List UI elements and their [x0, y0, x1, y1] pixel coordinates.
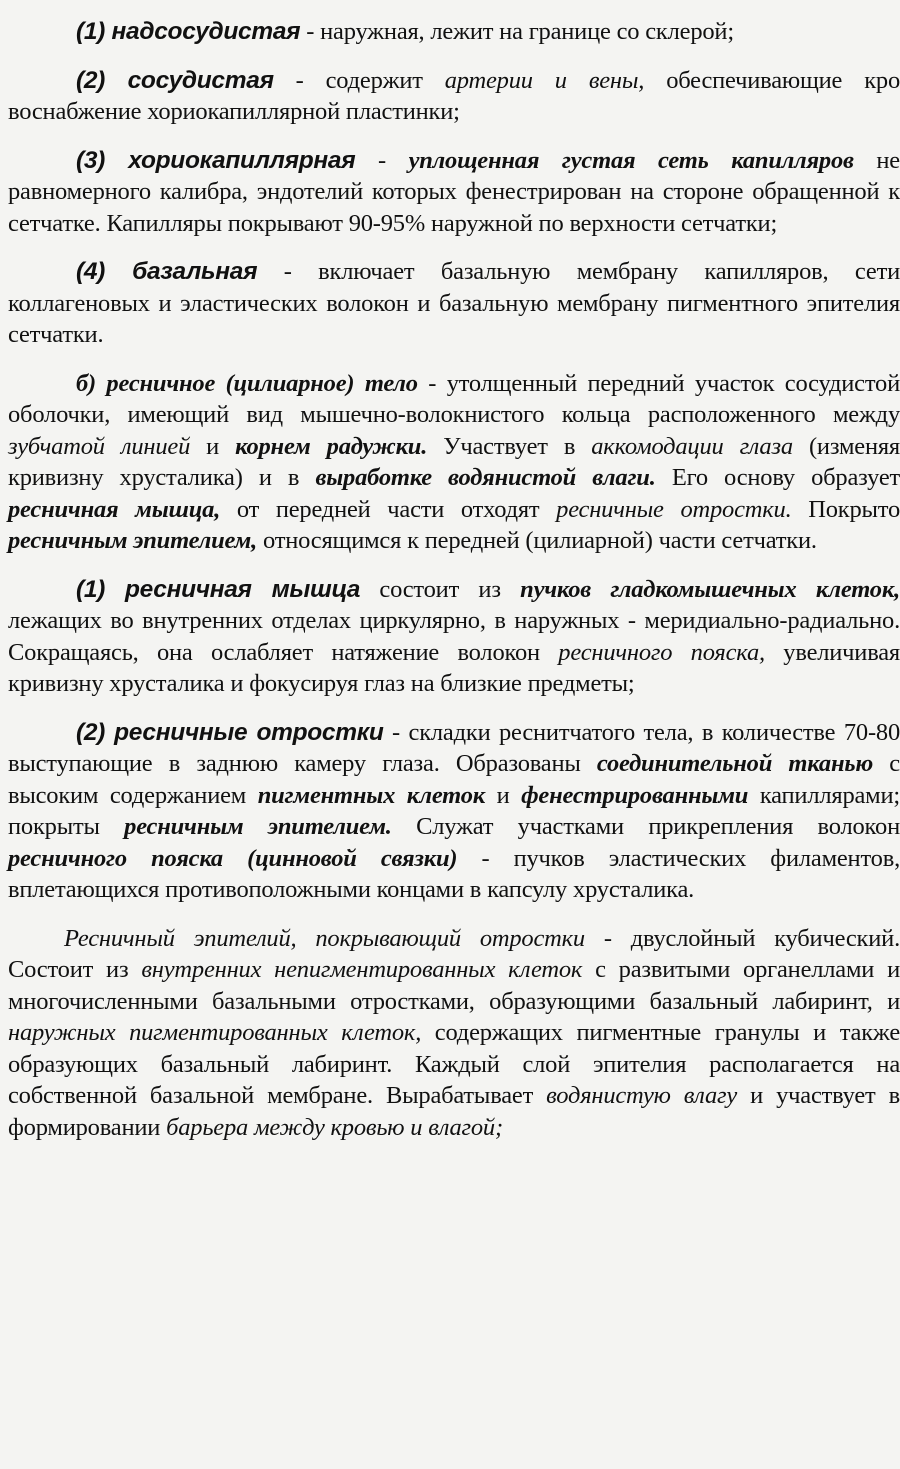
term-heading: (3) хориокапиллярная: [76, 146, 356, 174]
text-segment: и: [484, 781, 522, 809]
italic-term: ресничная мышца,: [8, 495, 221, 523]
paragraph-sosudistaya: [8, 65, 900, 128]
text-segment: относящимся к передней (цилиарной) части сетчатки.: [257, 527, 817, 554]
italic-term: ресничного пояска,: [558, 638, 765, 666]
text-segment: - пучков эластических филаментов, вплетающихся противоположными концами в капсулу хрусталика.: [8, 844, 900, 903]
text-segment: от передней части отходят: [220, 495, 557, 523]
italic-term: зубчатой линией: [8, 432, 191, 460]
paragraph-resnichnoe-telo: [8, 368, 900, 557]
text-segment: Участвует в: [427, 432, 592, 460]
term-heading: (4) базальная: [76, 258, 258, 285]
italic-term: ресничным эпителием,: [8, 527, 258, 554]
italic-term: водянистую влагу: [546, 1082, 738, 1109]
italic-term: ресничного пояска (цинновой связки): [8, 844, 458, 872]
text-segment: не равномерного калибра, эндотелий которых фенестрирован на стороне обращенной к сетчатке. Капилляры покрывают 90-95% наружной по верхности сетчатки;: [8, 146, 900, 237]
text-segment: обеспечивающие кро воснабжение хориокапиллярной пластинки;: [8, 66, 900, 125]
italic-term: соединительной тканью: [596, 750, 874, 777]
italic-term: артерии и вены,: [444, 66, 645, 94]
text-segment: и: [190, 432, 236, 460]
italic-term: внутренних непигментированных клеток: [141, 956, 583, 983]
text-segment: увеличивая кривизну хрусталика и фокусируя глаз на близкие предметы;: [8, 638, 900, 697]
text-segment: Покрыто: [791, 495, 900, 523]
italic-term: пигментных клеток: [257, 781, 485, 809]
text-segment: капиллярами; покрыты: [8, 781, 900, 840]
italic-term: пучков гладкомышечных клеток,: [520, 575, 900, 603]
term-heading: Ресничный эпителий, покрывающий отростки: [64, 924, 585, 952]
italic-term: ресничным эпителием.: [124, 813, 392, 840]
text-segment: - включает базальную мембрану капилляров, сети коллагеновых и эластических волокон и базальную мембрану пигментного эпителия сетчатки.: [8, 258, 900, 348]
text-segment: -: [355, 146, 409, 174]
italic-term: ресничные отростки.: [556, 495, 792, 523]
text-segment: Служат участками прикрепления волокон: [391, 813, 900, 840]
italic-term: фенестрированными: [521, 781, 749, 809]
term-heading: (2) ресничные отростки: [76, 718, 384, 746]
text-segment: - утолщенный передний участок сосудистой оболочки, имеющий вид мышечно-волокнистого кольца расположенного между: [8, 369, 900, 428]
text-segment: содержащих пигментные гранулы и также образующих базальный лабиринт. Каждый слой эпителия располагается на собственной базальной мембране. Вырабатывает: [8, 1019, 900, 1109]
text-segment: с высоким содержанием: [8, 750, 900, 809]
paragraph-horiokapillyarnaya: [8, 145, 900, 240]
italic-term: уплощенная густая сеть капилляров: [408, 146, 854, 174]
text-segment: (изменяя кривизну хрусталика) и в: [8, 432, 900, 491]
paragraph-nadsosudistaya: [8, 16, 900, 48]
text-segment: состоит из: [360, 575, 521, 603]
italic-term: наружных пигментированных клеток,: [8, 1019, 422, 1046]
text-segment: лежащих во внутренних отделах циркулярно, в наружных - меридиально-радиально. Сокращаясь, она ослабляет натяжение волокон: [8, 607, 900, 666]
text-segment: и участвует в формировании: [8, 1082, 900, 1141]
paragraph-resnichnaya-myshca: [8, 574, 900, 700]
term-heading: (2) сосудистая: [76, 66, 274, 94]
italic-term: выработке водянистой влаги.: [315, 464, 656, 491]
text-segment: - наружная, лежит на границе со склерой;: [300, 18, 734, 45]
italic-term: аккомодации глаза: [591, 432, 793, 460]
text-segment: с развитыми органеллами и многочисленными базальными отростками, образующими базальный лабиринт, и: [8, 956, 900, 1015]
paragraph-resnichnye-otrostki: [8, 717, 900, 906]
term-heading: (1) надсосудистая: [76, 18, 301, 45]
italic-term: корнем радужки.: [235, 432, 428, 460]
text-segment: - двуслойный кубический. Состоит из: [8, 924, 900, 983]
text-segment: - содержит: [273, 66, 445, 94]
paragraph-bazalnaya: [8, 256, 900, 351]
italic-term: барьера между кровью и влагой;: [166, 1113, 503, 1141]
term-heading: б) ресничное (цилиарное) тело: [76, 369, 418, 397]
paragraph-resnichnyi-epitelii: [8, 923, 900, 1144]
term-heading: (1) ресничная мышца: [76, 575, 361, 603]
text-segment: Его основу образует: [655, 464, 900, 491]
text-segment: - складки реснитчатого тела, в количестве 70-80 выступающие в заднюю камеру глаза. Образованы: [8, 718, 900, 777]
